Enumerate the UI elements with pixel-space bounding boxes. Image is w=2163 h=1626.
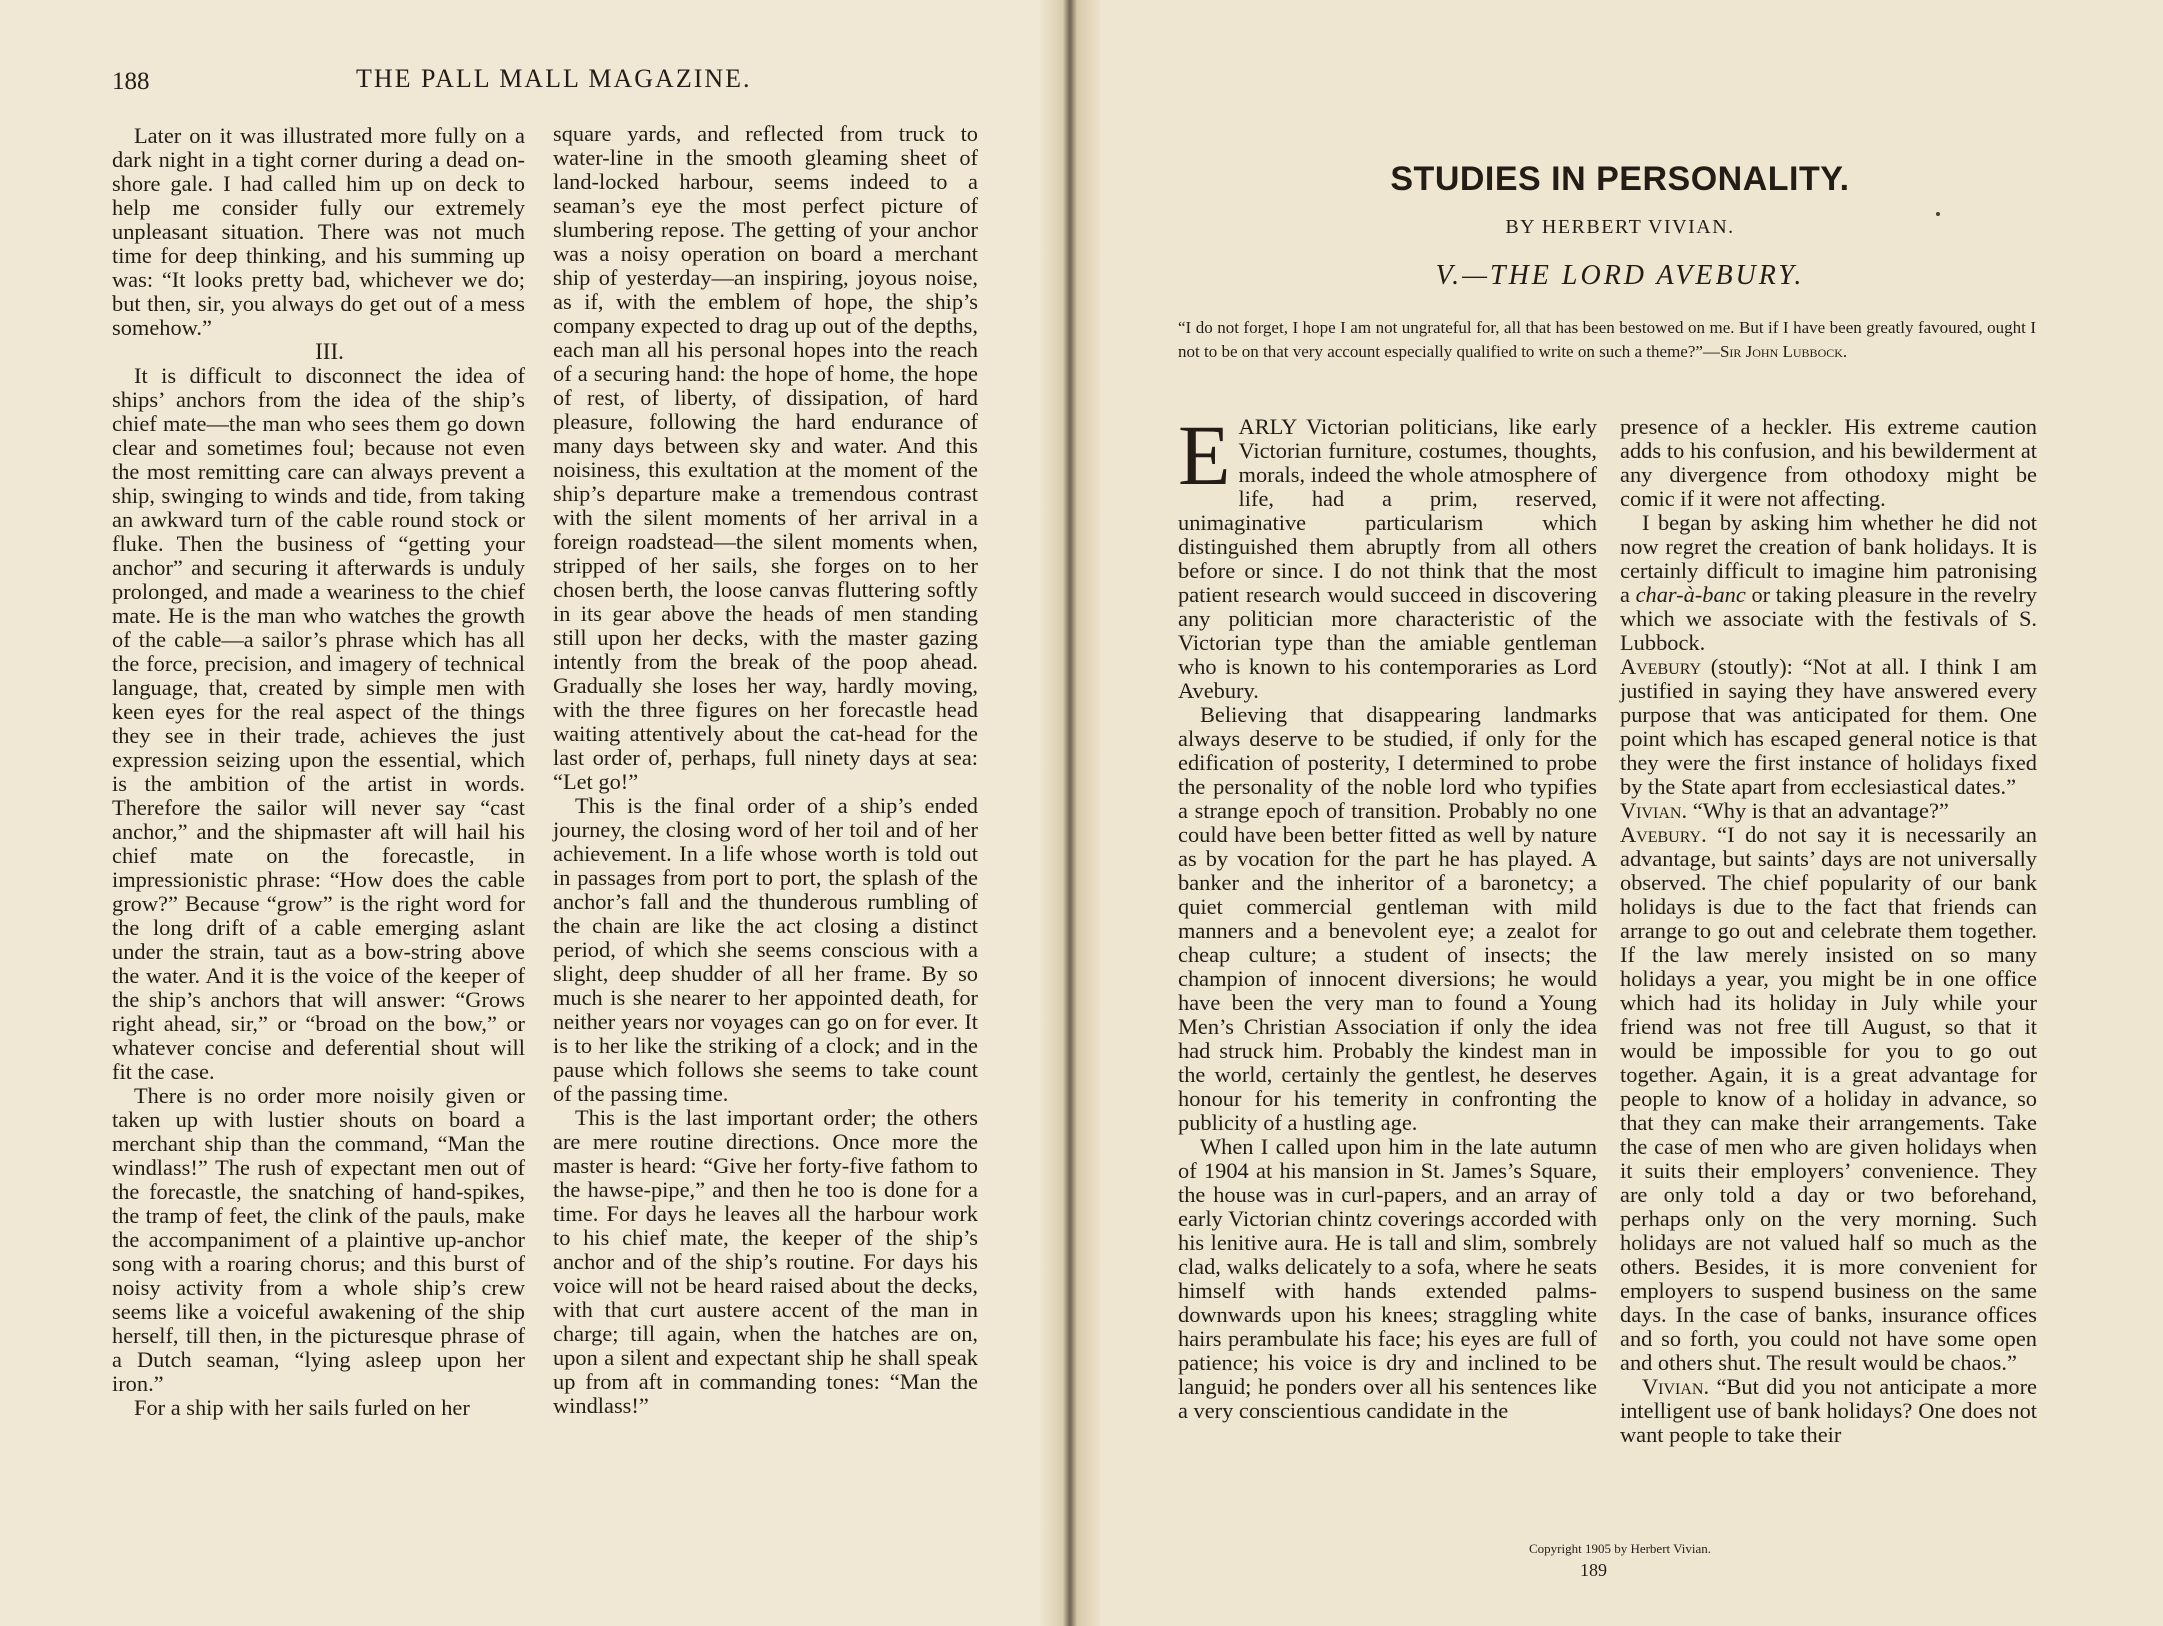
paragraph: There is no order more noisily given or taken up with lustier shouts on board a merchant ship than the command, “Man the windlass!” The rush of expectant men out of the forecastle, the snatching of hand-spikes, the tramp of feet, the clink of the pauls, make the accompaniment of a plaintive up-anchor song with a roaring chorus; and this burst of noisy activity from a whole ship’s crew seems like a voiceful awakening of the ship herself, till then, in the picturesque phrase of a Dutch seaman, “lying asleep upon her iron.” xyxy=(112,1083,525,1396)
speaker-name: Avebury. xyxy=(1620,822,1707,847)
paragraph xyxy=(1620,511,2037,655)
paragraph: square yards, and reflected from truck to water-line in the smooth gleaming sheet of land-locked harbour, seems indeed to a seaman’s eye the most perfect picture of slumbering repose. The getting of your anchor was a noisy operation on board a merchant ship of yesterday—an inspiring, joyous noise, as if, with the emblem of hope, the ship’s company expected to drag up out of the depths, each man all his personal hopes into the reach of a securing hand: the hope of home, the hope of rest, of liberty, of dissipation, of hard pleasure, following the hard endurance of many days between sky and water. And this noisiness, this exultation at the moment of the ship’s departure make a tremendous contrast with the silent moments of her arrival in a foreign roadstead—the silent moments when, stripped of her sails, she forges on to her chosen berth, the loose canvas fluttering softly in its gear above the heads of men standing still upon her decks, with the master gazing intently from the break of the poop ahead. Gradually she loses her way, hardly moving, with the three figures on her forecastle head waiting attentively about the cat-head for the last order of, perhaps, full ninety days at sea: “Let go!” xyxy=(553,121,978,794)
left-column-2 xyxy=(553,122,978,1418)
speaker-name: Vivian. xyxy=(1642,1374,1710,1399)
paragraph: This is the final order of a ship’s ended journey, the closing word of her toil and of her achievement. In a life whose worth is told out in passages from port to port, the splash of the anchor’s fall and the thunderous rumbling of the chain are like the act closing a distinct period, of which she seems conscious with a slight, deep shudder of all her frame. By so much is she nearer to her appointed death, for neither years nor voyages can go on for ever. It is to her like the striking of a clock; and in the pause which follows she seems to take count of the passing time. xyxy=(553,793,978,1106)
section-heading: III. xyxy=(315,339,344,364)
paragraph: For a ship with her sails furled on her xyxy=(134,1395,470,1420)
dialogue-paragraph xyxy=(1620,823,2037,1375)
opening-text: ARLY Victorian politicians, like early Victorian furniture, costumes, thoughts, morals, indeed the whole atmosphere of life, had a prim, reserved, unimaginative particularism which distinguished them abruptly from all others before or since. I do not think that the most patient research would succeed in discovering any politician more characteristic of the Victorian type than the amiable gentleman who is known to his contemporaries as Lord Avebury. xyxy=(1178,414,1597,703)
paragraph: This is the last important order; the others are mere routine directions. Once more the master is heard: “Give her forty-five fathom to the hawse-pipe,” and then he too is done for a time. For days he leaves all the harbour work to his chief mate, the keeper of the ship’s anchor and of the ship’s routine. For days his voice will not be heard raised about the decks, with that curt austere accent of the man in charge; till again, when the hatches are on, upon a silent and expectant ship he shall speak up from aft in commanding tones: “Man the windlass!” xyxy=(553,1105,978,1418)
right-column-1 xyxy=(1178,407,1597,1423)
paragraph: Believing that disappearing landmarks always deserve to be studied, if only for the edification of posterity, I determined to probe the personality of the noble lord who typifies a strange epoch of transition. Probably no one could have been better fitted as well by nature as by vocation for the part he has played. A banker and the inheritor of a baronetcy; a quiet commercial gentleman with mild manners and a benevolent eye; a zealot for cheap culture; a student of insects; the champion of innocent diversions; he would have been the very man to found a Young Men’s Christian Association if only the idea had struck him. Probably the kindest man in the world, certainly the gentlest, he deserves honour for his temerity in confronting the publicity of a hustling age. xyxy=(1178,702,1597,1135)
dialogue-paragraph xyxy=(1620,799,2037,823)
book-gutter xyxy=(1040,0,1100,1626)
epigraph xyxy=(1178,316,2036,364)
epigraph-text: “I do not forget, I hope I am not ungrateful for, all that has been bestowed on me. But if I have been greatly favoured, ought I not to be on that very account especially qualified to write on such a theme?”— xyxy=(1178,318,2036,361)
paragraph: Later on it was illustrated more fully on a dark night in a tight corner during a dead on-shore gale. I had called him up on deck to help me consider fully our extremely unpleasant situation. There was not much time for deep thinking, and his summing up was: “It looks pretty bad, whichever we do; but then, sir, you always do get out of a mess somehow.” xyxy=(112,123,525,340)
article-subtitle: V.—THE LORD AVEBURY. xyxy=(1435,260,1805,291)
text-run: or taking pleasure in the revelry which we associate with the festivals of S. Lubbock. xyxy=(1620,582,2037,655)
text-run: I began by asking him whether he did not now regret the creation of bank holidays. It is certainly difficult to imagine him patronising a xyxy=(1620,510,2037,607)
page-number-right: 189 xyxy=(1580,1560,1607,1580)
paragraph: When I called upon him in the late autumn of 1904 at his mansion in St. James’s Square, the house was in curl-papers, and an array of early Victorian chintz coverings accorded with his lenitive aura. He is tall and slim, sombrely clad, walks delicately to a sofa, where he seats himself with hands extended palms-downwards upon his knees; straggling white hairs perambulate his face; his eyes are full of patience; his voice is dry and inclined to be languid; he ponders over all his sentences like a very conscientious candidate in the xyxy=(1178,1134,1597,1423)
speaker-name: Avebury xyxy=(1620,654,1702,679)
page-number-left: 188 xyxy=(112,68,150,95)
italic-text: char-à-banc xyxy=(1635,582,1746,607)
copyright-notice: Copyright 1905 by Herbert Vivian. xyxy=(1528,1541,1712,1556)
print-speck xyxy=(1936,212,1940,216)
dialogue-text: “I do not say it is necessarily an advantage, but saints’ days are not universally observed. The chief popularity of our bank holidays is due to the fact that friends can arrange to go out and celebrate them together. If the law merely insisted on so many holidays a year, you might be in one office which had its holiday in July while your friend was not free till August, so that it would be impossible for you to go out together. Again, it is a great advantage for people to know of a holiday in advance, so that they can make their arrangements. Take the case of men who are given holidays when it suits their employers’ convenience. They are only told a day or two beforehand, perhaps only on the very morning. Such holidays are not valued half so much as the others. Besides, it is more convenient for employers to suspend business on the same days. In the case of banks, insurance offices and so forth, you could not have some open and others shut. The result would be chaos.” xyxy=(1620,822,2037,1375)
paragraph: It is difficult to disconnect the idea of ships’ anchors from the idea of the ship’s chief mate—the man who sees them go down clear and sometimes foul; because not even the most remitting care can always prevent a ship, swinging to winds and tide, from taking an awkward turn of the cable round stock or fluke. Then the business of “getting your anchor” and securing it afterwards is unduly prolonged, and made a weariness to the chief mate. He is the man who watches the growth of the cable—a sailor’s phrase which has all the force, precision, and imagery of technical language, that, created by simple men with keen eyes for the real aspect of the things they see in their trade, achieves the just expression seizing upon the essential, which is the ambition of the artist in words. Therefore the sailor will never say “cast anchor,” and the shipmaster aft will hail his chief mate on the forecastle, in impressionistic phrase: “How does the cable grow?” Because “grow” is the right word for the long drift of a cable emerging aslant under the strain, taut as a bow-string above the water. And it is the voice of the keeper of the ship’s anchors that will answer: “Grows right ahead, sir,” or “broad on the bow,” or whatever concise and deferential shout will fit the case. xyxy=(112,363,525,1084)
opening-paragraph xyxy=(1178,407,1597,703)
drop-cap: E xyxy=(1178,407,1231,503)
dialogue-text: (stoutly): “Not at all. I think I am justified in saying they have answered every purpose that was anticipated for them. One point which has escaped general notice is that they were the first instance of holidays fixed by the State apart from ecclesiastical dates.” xyxy=(1620,654,2037,799)
dialogue-text: “Why is that an advantage?” xyxy=(1687,798,1949,823)
epigraph-attribution: Sir John Lubbock. xyxy=(1719,342,1848,361)
byline: BY HERBERT VIVIAN. xyxy=(1505,216,1735,238)
dialogue-text: “But did you not anticipate a more intelligent use of bank holidays? One does not want people to take their xyxy=(1620,1374,2037,1447)
article-title: STUDIES IN PERSONALITY. xyxy=(1390,160,1850,198)
dialogue-paragraph xyxy=(1620,655,2037,799)
running-head: THE PALL MALL MAGAZINE. xyxy=(356,64,752,93)
left-column-1 xyxy=(112,124,525,1420)
right-column-2 xyxy=(1620,415,2037,1447)
left-page xyxy=(0,0,1070,1626)
speaker-name: Vivian. xyxy=(1620,798,1688,823)
right-page xyxy=(1070,0,2163,1626)
dialogue-paragraph xyxy=(1620,1375,2037,1447)
paragraph: presence of a heckler. His extreme caution adds to his confusion, and his bewilderment at any divergence from othodoxy might be comic if it were not affecting. xyxy=(1620,414,2037,511)
